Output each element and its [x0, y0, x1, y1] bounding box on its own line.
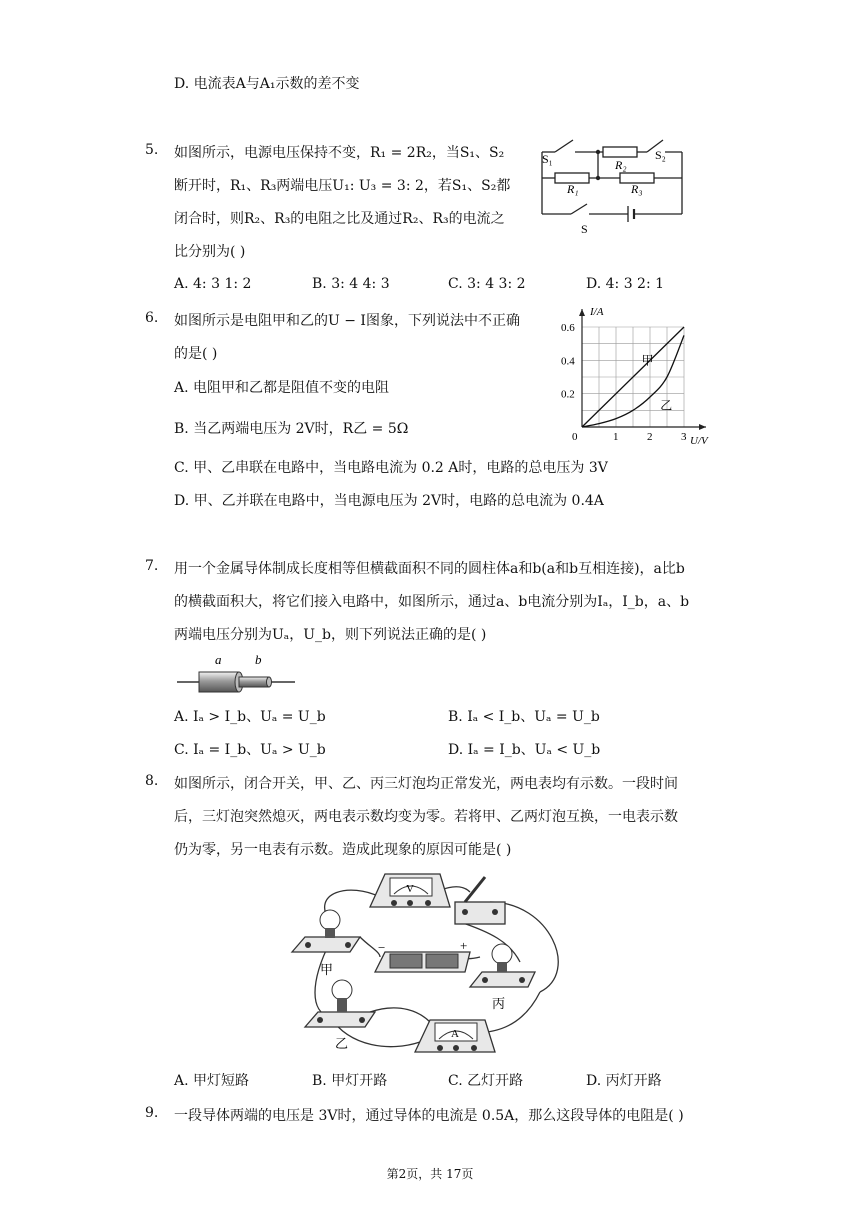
q6-option-b: B. 当乙两端电压为 2V时，R乙 = 5Ω [174, 421, 409, 437]
q8-option-a: A. 甲灯短路 [174, 1073, 250, 1089]
y-tick-label: 0.6 [561, 322, 575, 334]
q7-number: 7. [145, 558, 159, 574]
x-axis-arrow [699, 424, 706, 430]
x-tick-label: 1 [613, 431, 619, 443]
battery-plus-label: + [460, 938, 468, 953]
q5-fig-r2: R₂ [615, 158, 627, 172]
q6-line-1: 如图所示是电阻甲和乙的U − I图象，下列说法中不正确 [174, 313, 520, 329]
series-label-yi: 乙 [660, 398, 673, 413]
q5-option-d: D. 4: 3 2: 1 [586, 276, 665, 292]
q9-text: 一段导体两端的电压是 3V时，通过导体的电流是 0.5A，那么这段导体的电阻是( ) [174, 1108, 684, 1124]
ammeter-label: A [451, 1028, 459, 1040]
q5-option-c: C. 3: 4 3: 2 [448, 276, 526, 292]
q5-line-2: 断开时，R₁、R₃两端电压U₁: U₃ = 3: 2，若S₁、S₂都 [174, 178, 511, 194]
switch-icon [455, 877, 505, 924]
q8-circuit-photo [290, 862, 580, 1062]
q5-fig-r3: R₃ [631, 182, 643, 196]
q6-iu-chart [560, 302, 715, 447]
q8-number: 8. [145, 773, 159, 789]
series-label-jia: 甲 [641, 353, 654, 368]
q5-line-1: 如图所示，电源电压保持不变，R₁ = 2R₂，当S₁、S₂ [174, 145, 505, 161]
q7-fig-label-a: a [215, 652, 222, 667]
q4-option-d: D. 电流表A与A₁示数的差不变 [174, 76, 360, 92]
y-axis-arrow [579, 309, 585, 316]
q8-option-c: C. 乙灯开路 [448, 1073, 524, 1089]
lamp-yi-label: 乙 [335, 1036, 349, 1051]
q7-option-a: A. Iₐ > I_b、Uₐ = U_b [174, 709, 326, 725]
q7-line-2: 的横截面积大，将它们接入电路中，如图所示，通过a、b电流分别为Iₐ，I_b，a、b [174, 594, 690, 610]
battery-icon [375, 938, 470, 972]
battery-minus-label: − [378, 940, 386, 955]
voltmeter-icon [370, 874, 450, 907]
q5-fig-r1: R₁ [567, 182, 579, 196]
y-axis-label: I/A [590, 306, 604, 318]
x-tick-label: 2 [647, 431, 653, 443]
q8-line-2: 后，三灯泡突然熄灭，两电表示数均变为零。若将甲、乙两灯泡互换，一电表示数 [174, 809, 678, 825]
q5-number: 5. [145, 142, 159, 158]
y-tick-label: 0.2 [561, 388, 575, 401]
lamp-jia-icon [292, 910, 360, 952]
q9-number: 9. [145, 1105, 159, 1121]
q8-line-3: 仍为零，另一电表有示数。造成此现象的原因可能是( ) [174, 842, 512, 858]
q8-line-1: 如图所示，闭合开关，甲、乙、丙三灯泡均正常发光，两电表均有示数。一段时间 [174, 776, 678, 792]
q6-number: 6. [145, 310, 159, 326]
q7-fig-label-b: b [255, 652, 262, 667]
q7-option-c: C. Iₐ = I_b、Uₐ > U_b [174, 742, 326, 758]
q7-line-3: 两端电压分别为Uₐ，U_b，则下列说法正确的是( ) [174, 627, 487, 643]
q7-option-b: B. Iₐ < I_b、Uₐ = U_b [448, 709, 600, 725]
q5-option-b: B. 3: 4 4: 3 [312, 276, 390, 292]
y-tick-label: 0.4 [561, 355, 575, 368]
q7-option-d: D. Iₐ = I_b、Uₐ < U_b [448, 742, 601, 758]
voltmeter-label: V [406, 883, 414, 895]
q7-line-1: 用一个金属导体制成长度相等但横截面积不同的圆柱体a和b(a和b互相连接)，a比b [174, 561, 685, 577]
q5-fig-s: S [581, 222, 588, 236]
q5-line-3: 闭合时，则R₂、R₃的电阻之比及通过R₂、R₃的电流之 [174, 211, 505, 227]
lamp-jia-label: 甲 [320, 962, 334, 977]
lamp-bing-icon [470, 944, 535, 987]
q5-option-a: A. 4: 3 1: 2 [174, 276, 252, 292]
x-axis-label: U/V [690, 435, 708, 447]
q8-option-b: B. 甲灯开路 [312, 1073, 388, 1089]
q5-line-4: 比分别为( ) [174, 244, 246, 260]
q6-option-c: C. 甲、乙串联在电路中，当电路电流为 0.2 A时，电路的总电压为 3V [174, 460, 608, 476]
ammeter-icon [415, 1020, 495, 1052]
lamp-bing-label: 丙 [492, 996, 506, 1011]
q6-option-a: A. 电阻甲和乙都是阻值不变的电阻 [174, 380, 390, 396]
q8-option-d: D. 丙灯开路 [586, 1073, 662, 1089]
x-tick-label: 0 [572, 431, 578, 443]
q5-fig-s1: S₁ [542, 152, 553, 166]
q7-conductor-figure [175, 650, 300, 700]
q5-circuit-diagram [535, 132, 690, 242]
x-tick-label: 3 [681, 431, 687, 443]
q5-fig-s2: S₂ [655, 148, 666, 162]
page-footer: 第2页，共 17页 [386, 1167, 474, 1181]
q6-line-2: 的是( ) [174, 346, 218, 362]
q6-option-d: D. 甲、乙并联在电路中，当电源电压为 2V时，电路的总电流为 0.4A [174, 493, 604, 509]
